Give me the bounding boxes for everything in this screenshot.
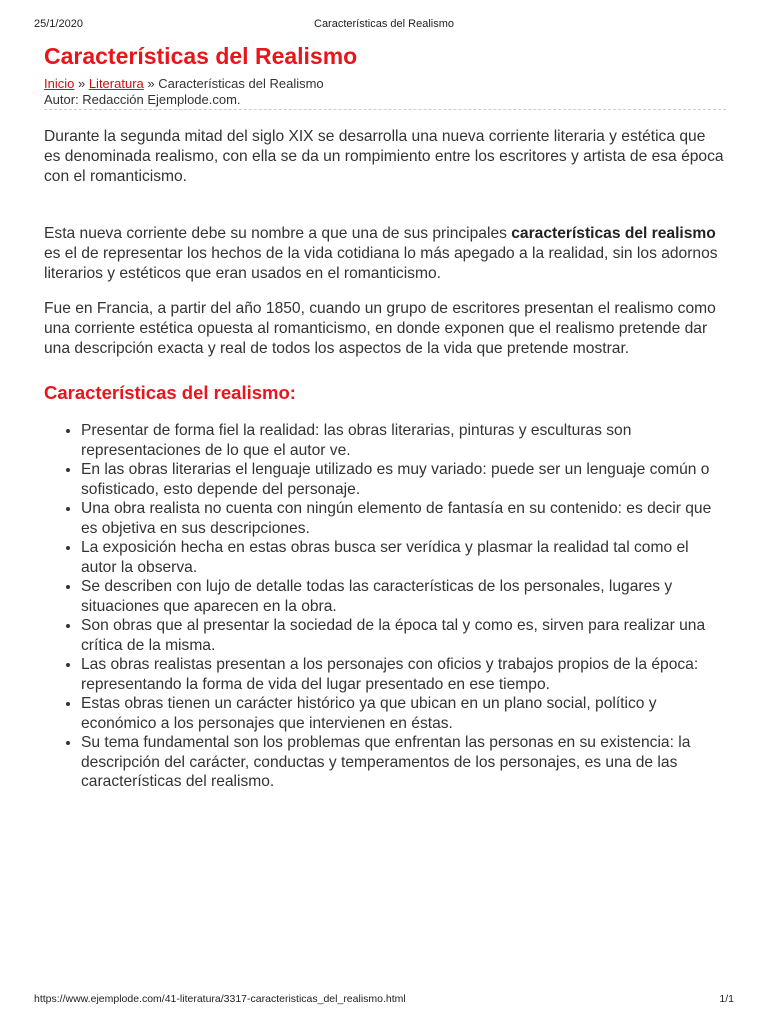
- list-item: • Presentar de forma fiel la realidad: las obras literarias, pinturas y esculturas son representaciones de lo que el autor ve.: [81, 421, 726, 460]
- section-heading: Características del realismo:: [44, 382, 296, 403]
- characteristics-list: [44, 421, 726, 792]
- breadcrumb-link-literatura[interactable]: Literatura: [88, 76, 144, 91]
- page-title: Características del Realismo: [44, 43, 358, 69]
- keyword-bold: características del realismo: [511, 225, 716, 242]
- breadcrumb-current: Características del Realismo: [158, 76, 324, 91]
- breadcrumb-link-home[interactable]: Inicio: [44, 76, 75, 91]
- history-paragraph: Fue en Francia, a partir del año 1850, cuando un grupo de escritores presentan el realismo como una corriente estética opuesta al romanticismo, en donde exponen que el realismo pretende dar una descripción exacta y real de todos los aspectos de la vida que pretende mostrar.: [44, 300, 716, 357]
- article: [44, 42, 726, 792]
- list-item: • Las obras realistas presentan a los personajes con oficios y trabajos propios de la época: representando la forma de vida del lugar presentado en ese tiempo.: [81, 655, 726, 694]
- list-item: • Se describen con lujo de detalle todas las características de los personales, lugares y situaciones que aparecen en la obra.: [81, 577, 726, 616]
- list-item: • La exposición hecha en estas obras busca ser verídica y plasmar la realidad tal como el autor la observa.: [81, 538, 726, 577]
- list-item: • Son obras que al presentar la sociedad de la época tal y como es, sirven para realizar una crítica de la misma.: [81, 616, 726, 655]
- paragraph-text: Esta nueva corriente debe su nombre a que una de sus principales: [44, 225, 512, 242]
- author-line: Autor: Redacción Ejemplode.com.: [44, 92, 726, 110]
- list-item: • Su tema fundamental son los problemas que enfrentan las personas en su existencia: la descripción del carácter, conductas y temperamentos de los personajes, es una de las características del realismo.: [81, 733, 726, 792]
- list-item: • Estas obras tienen un carácter histórico ya que ubican en un plano social, político y económico a los personajes que intervienen en éstas.: [81, 694, 726, 733]
- breadcrumb-separator: »: [143, 76, 159, 91]
- definition-paragraph: [44, 224, 726, 284]
- list-item: • En las obras literarias el lenguaje utilizado es muy variado: puede ser un lenguaje común o sofisticado, esto depende del personaje.: [81, 460, 726, 499]
- breadcrumb: [44, 76, 726, 92]
- print-date: 25/1/2020: [34, 18, 83, 30]
- print-footer: [34, 993, 734, 1007]
- page-number: 1/1: [719, 993, 734, 1005]
- breadcrumb-separator: »: [74, 76, 89, 91]
- list-item: • Una obra realista no cuenta con ningún elemento de fantasía en su contenido: es decir que es objetiva en sus descripciones.: [81, 499, 726, 538]
- print-header: [34, 18, 734, 32]
- intro-paragraph: Durante la segunda mitad del siglo XIX se desarrolla una nueva corriente literaria y estética que es denominada realismo, con ella se da un rompimiento entre los escritores y artista de esa época con el romanticismo.: [44, 128, 724, 185]
- print-document-title: Características del Realismo: [314, 18, 454, 30]
- paragraph-text: es el de representar los hechos de la vida cotidiana lo más apegado a la realidad, sin los adornos literarios y estéticos que eran usados en el romanticismo.: [44, 245, 718, 282]
- source-url: https://www.ejemplode.com/41-literatura/3317-caracteristicas_del_realismo.html: [34, 993, 406, 1005]
